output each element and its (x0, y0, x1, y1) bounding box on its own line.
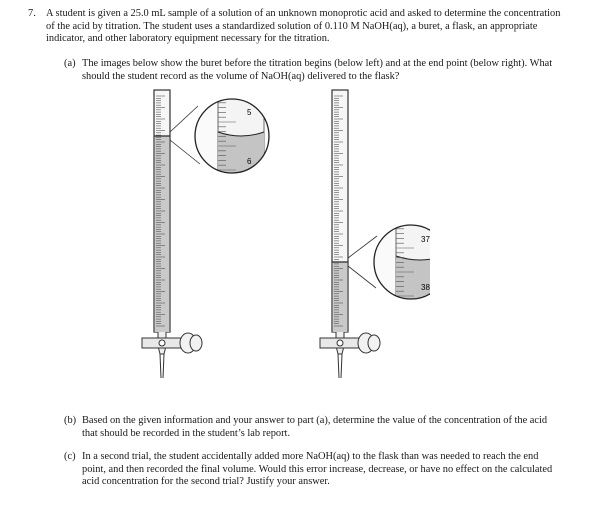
part-b-label: (b) (64, 415, 77, 426)
right-label-bottom: 38 (421, 283, 430, 292)
part-a-label: (a) (64, 58, 76, 69)
left-buret-graduations (156, 96, 165, 326)
part-a-text: The images below show the buret before the titration begins (below left) and at the end point (below right). What should the student record as the volume of NaOH(aq) delivered to the flask? (82, 58, 553, 82)
left-label-top: 5 (247, 108, 252, 117)
left-label-bottom: 6 (247, 157, 252, 166)
right-buret-graduations (334, 96, 343, 326)
right-buret (320, 90, 430, 378)
part-b-text: Based on the given information and your answer to part (a), determine the value of the concentration of the acid that should be recorded in the student’s lab report. (82, 415, 548, 439)
question-intro: A student is given a 25.0 mL sample of a solution of an unknown monoprotic acid and asked to determine the concentration of the acid by titration. The student uses a standardized solution of 0.110 M NaOH(aq), a buret, a flask, an appropriate indicator, and other laboratory equipment necessary for the titration. (46, 8, 561, 45)
question-number: 7. (28, 8, 36, 19)
right-label-top: 37 (421, 235, 430, 244)
part-c-label: (c) (64, 451, 76, 462)
part-c-text: In a second trial, the student accidentally added more NaOH(aq) to the flask than was needed to reach the end point, and then recorded the final volume. Would this error increase, decrease, or have no effect on the calculated acid concentration for the second trial? Justify your answer. (82, 451, 553, 488)
buret-figure (130, 88, 430, 388)
left-buret (142, 90, 280, 378)
